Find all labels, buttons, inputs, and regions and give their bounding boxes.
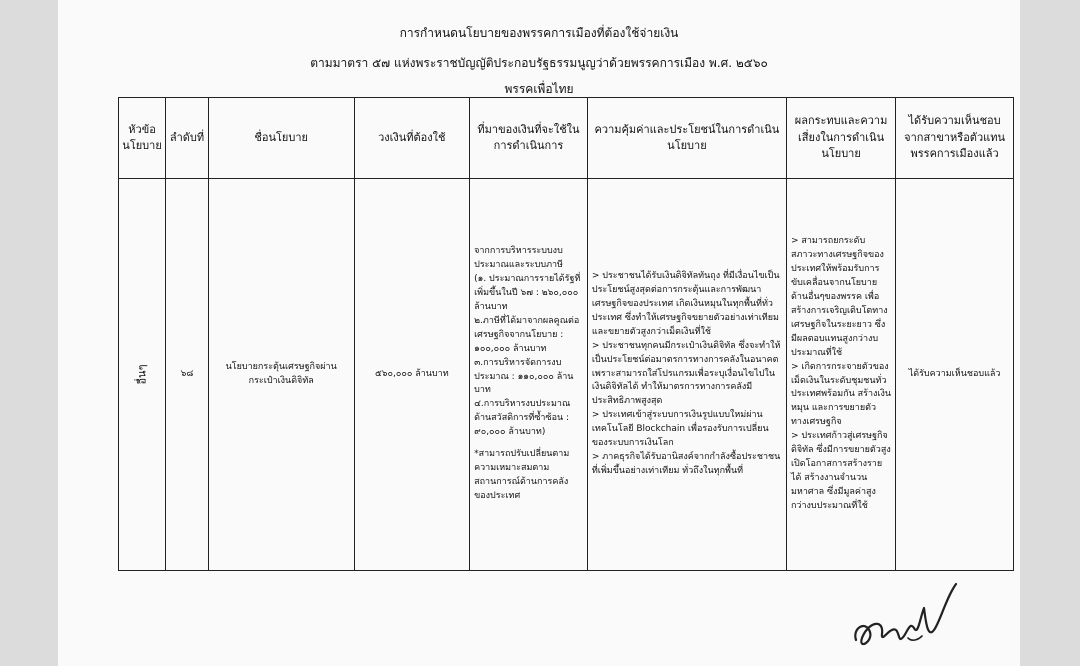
cell-policy-name: นโยบายกระตุ้นเศรษฐกิจผ่านกระเป๋าเงินดิจิทัล — [208, 179, 354, 571]
cell-source — [470, 179, 588, 571]
benefit-item: > ประชาชนทุกคนมีกระเป๋าเงินดิจิทัล ซึ่งจะทำให้เป็นประโยชน์ต่อมาตรการทางการคลังในอนาคต เพราะสามารถใส่โปรแกรมเพื่อระบุเงื่อนไขไปในเงินดิจิทัลได้ ทำให้มาตรการทางการคลังมีประสิทธิภาพสูงสุด — [591, 340, 781, 407]
source-line: ๓.การบริหารจัดการงบประมาณ : ๑๑๐,๐๐๐ ล้านบาท — [474, 357, 574, 396]
cell-risk — [786, 179, 895, 571]
source-line: ๔.การบริหารงบประมาณด้านสวัสดิการที่ซ้ำซ้อน : ๙๐,๐๐๐ ล้านบาท) — [474, 399, 571, 438]
col-header-benefit: ความคุ้มค่าและประโยชน์ในการดำเนินนโยบาย — [587, 98, 786, 179]
col-header-approval: ได้รับความเห็นชอบจากสาขาหรือตัวแทนพรรคการเมืองแล้ว — [896, 98, 1014, 179]
col-header-budget: วงเงินที่ต้องใช้ — [354, 98, 470, 179]
signature-icon — [848, 578, 968, 658]
source-line: ๒.ภาษีที่ได้มาจากผลคูณต่อเศรษฐกิจจากนโยบาย : ๑๐๐,๐๐๐ ล้านบาท — [474, 315, 580, 354]
doc-title: การกำหนดนโยบายของพรรคการเมืองที่ต้องใช้จ่ายเงิน — [399, 26, 679, 40]
party-name: พรรคเพื่อไทย — [504, 82, 574, 96]
cell-category — [119, 179, 166, 571]
risk-item: > สามารถยกระดับสภาวะทางเศรษฐกิจของประเทศให้พร้อมรับการขับเคลื่อนจากนโยบายด้านอื่นๆของพรรค เพื่อสร้างการเจริญเติบโตทางเศรษฐกิจในระยะยาว ซึ่งมีผลตอบแทนสูงกว่างบประมาณที่ใช้ — [790, 236, 888, 358]
col-header-risk: ผลกระทบและความเสี่ยงในการดำเนินนโยบาย — [786, 98, 895, 179]
policy-table — [118, 97, 1014, 571]
category-text: อื่นๆ — [135, 364, 149, 385]
document-page — [58, 0, 1020, 666]
col-header-order: ลำดับที่ — [166, 98, 209, 179]
cell-order: ๖๘ — [166, 179, 209, 571]
col-header-source: ที่มาของเงินที่จะใช้ในการดำเนินการ — [470, 98, 588, 179]
table-row — [119, 179, 1014, 571]
benefit-item: > ประเทศเข้าสู่ระบบการเงินรูปแบบใหม่ผ่านเทคโนโลยี Blockchain เพื่อรองรับการเปลี่ยนของระบบการเงินโลก — [591, 410, 769, 449]
cell-approval: ได้รับความเห็นชอบแล้ว — [896, 179, 1014, 571]
cell-budget: ๕๖๐,๐๐๐ ล้านบาท — [354, 179, 470, 571]
risk-item: > เกิดการกระจายตัวของเม็ดเงินในระดับชุมชนทั่วประเทศพร้อมกัน สร้างเงินหมุน และการขยายตัวทางเศรษฐกิจ — [790, 361, 892, 428]
source-note: *สามารถปรับเปลี่ยนตามความเหมาะสมตามสถานการณ์ด้านการคลังของประเทศ — [474, 449, 570, 501]
risk-item: > ประเทศก้าวสู่เศรษฐกิจดิจิทัล ซึ่งมีการขยายตัวสูง เปิดโอกาสการสร้างรายได้ สร้างงานจำนวนมหาศาล ซึ่งมีมูลค่าสูงกว่างบประมาณที่ใช้ — [790, 431, 891, 511]
table-header-row — [119, 98, 1014, 179]
col-header-category: หัวข้อนโยบาย — [119, 98, 166, 179]
col-header-policy-name: ชื่อนโยบาย — [208, 98, 354, 179]
benefit-item: > ประชาชนได้รับเงินดิจิทัลทันถุง ที่มีเงื่อนไขเป็นประโยชน์สูงสุดต่อการกระตุ้นและการพัฒนาเศรษฐกิจของประเทศ เกิดเงินหมุนในทุกพื้นที่ทั่วประเทศ ซึ่งทำให้เศรษฐกิจขยายตัวอย่างเท่าเทียม และขยายตัวสูงกว่าเม็ดเงินที่ใช้ — [591, 270, 780, 337]
source-line: จากการบริหารระบบงบประมาณและระบบภาษี — [474, 246, 563, 270]
cell-benefit — [587, 179, 786, 571]
doc-subtitle: ตามมาตรา ๕๗ แห่งพระราชบัญญัติประกอบรัฐธรรมนูญว่าด้วยพรรคการเมือง พ.ศ. ๒๕๖๐ — [310, 56, 768, 70]
benefit-item: > ภาคธุรกิจได้รับอานิสงค์จากกำลังซื้อประชาชนที่เพิ่มขึ้นอย่างเท่าเทียม ทั่วถึงในทุกพื้นที่ — [591, 452, 781, 477]
source-line: (๑. ประมาณการรายได้รัฐที่เพิ่มขึ้นในปี ๖๗ : ๒๖๐,๐๐๐ ล้านบาท — [474, 273, 581, 312]
source-spacer — [474, 440, 583, 448]
